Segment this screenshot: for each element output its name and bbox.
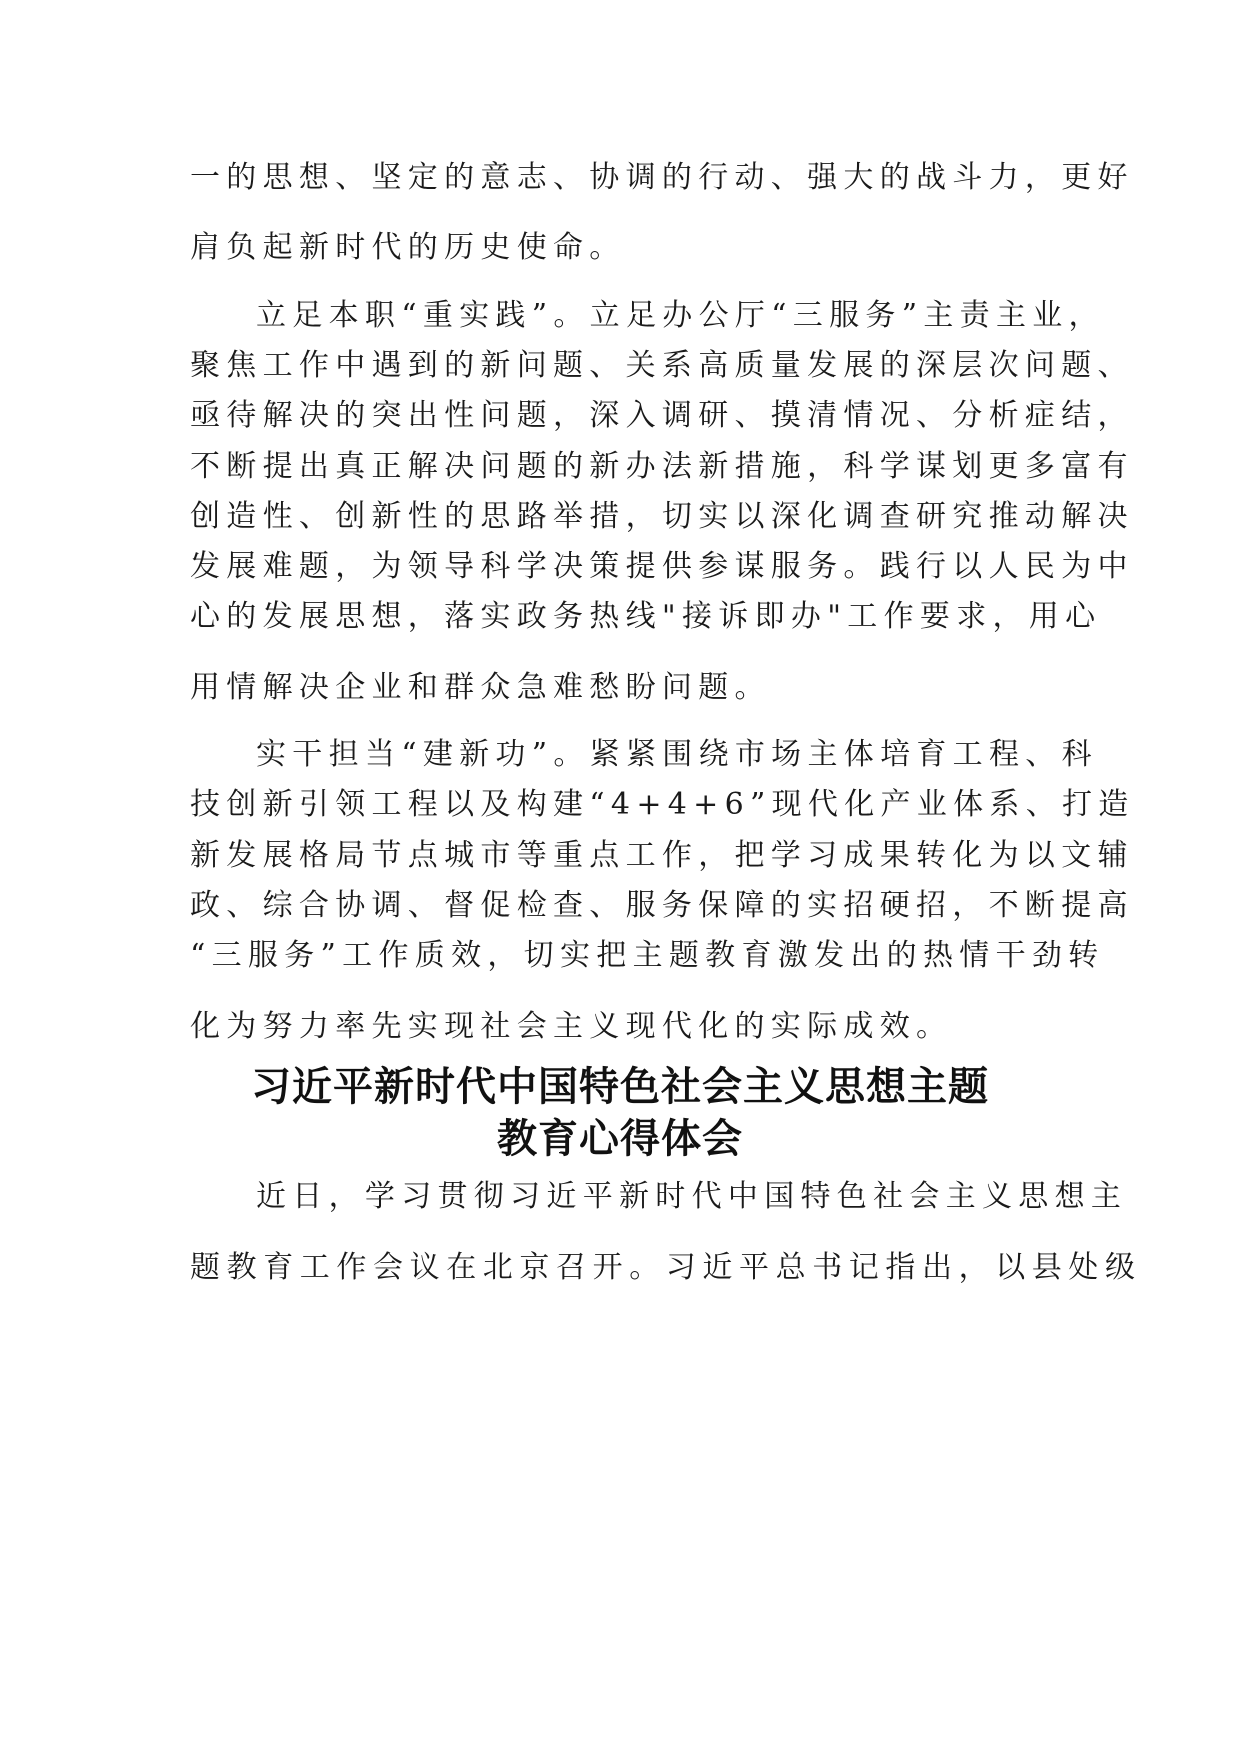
section-heading-line-1: 习近平新时代中国特色社会主义思想主题 — [251, 1064, 989, 1110]
body-line: 不断提出真正解决问题的新办法新措施，科学谋划更多富有 — [190, 449, 1134, 484]
paragraph-start-line: 实干担当“建新功”。紧紧围绕市场主体培育工程、科 — [256, 737, 1098, 772]
body-line: “三服务”工作质效，切实把主题教育激发出的热情干劲转 — [190, 938, 1105, 973]
body-line: 政、综合协调、督促检查、服务保障的实招硬招，不断提高 — [190, 888, 1134, 923]
body-line: 心的发展思想，落实政务热线"接诉即办"工作要求，用心 — [190, 599, 1102, 634]
body-line: 肩负起新时代的历史使命。 — [190, 230, 626, 265]
body-line: 技创新引领工程以及构建“4+4+6”现代化产业体系、打造 — [190, 787, 1135, 822]
paragraph-start-line: 立足本职“重实践”。立足办公厅“三服务”主责主业， — [256, 298, 1105, 333]
body-line: 一的思想、坚定的意志、协调的行动、强大的战斗力，更好 — [190, 160, 1134, 195]
body-line: 用情解决企业和群众急难愁盼问题。 — [190, 670, 771, 705]
section-heading-line-2: 教育心得体会 — [497, 1116, 743, 1162]
paragraph-start-line: 近日，学习贯彻习近平新时代中国特色社会主义思想主 — [256, 1179, 1128, 1214]
body-line: 发展难题，为领导科学决策提供参谋服务。践行以人民为中 — [190, 549, 1134, 584]
body-line: 新发展格局节点城市等重点工作，把学习成果转化为以文辅 — [190, 838, 1134, 873]
body-line: 聚焦工作中遇到的新问题、关系高质量发展的深层次问题、 — [190, 348, 1134, 383]
body-line: 化为努力率先实现社会主义现代化的实际成效。 — [190, 1009, 953, 1044]
body-line: 题教育工作会议在北京召开。习近平总书记指出，以县处级 — [190, 1250, 1142, 1285]
body-line: 创造性、创新性的思路举措，切实以深化调查研究推动解决 — [190, 499, 1134, 534]
body-line: 亟待解决的突出性问题，深入调研、摸清情况、分析症结， — [190, 398, 1134, 433]
